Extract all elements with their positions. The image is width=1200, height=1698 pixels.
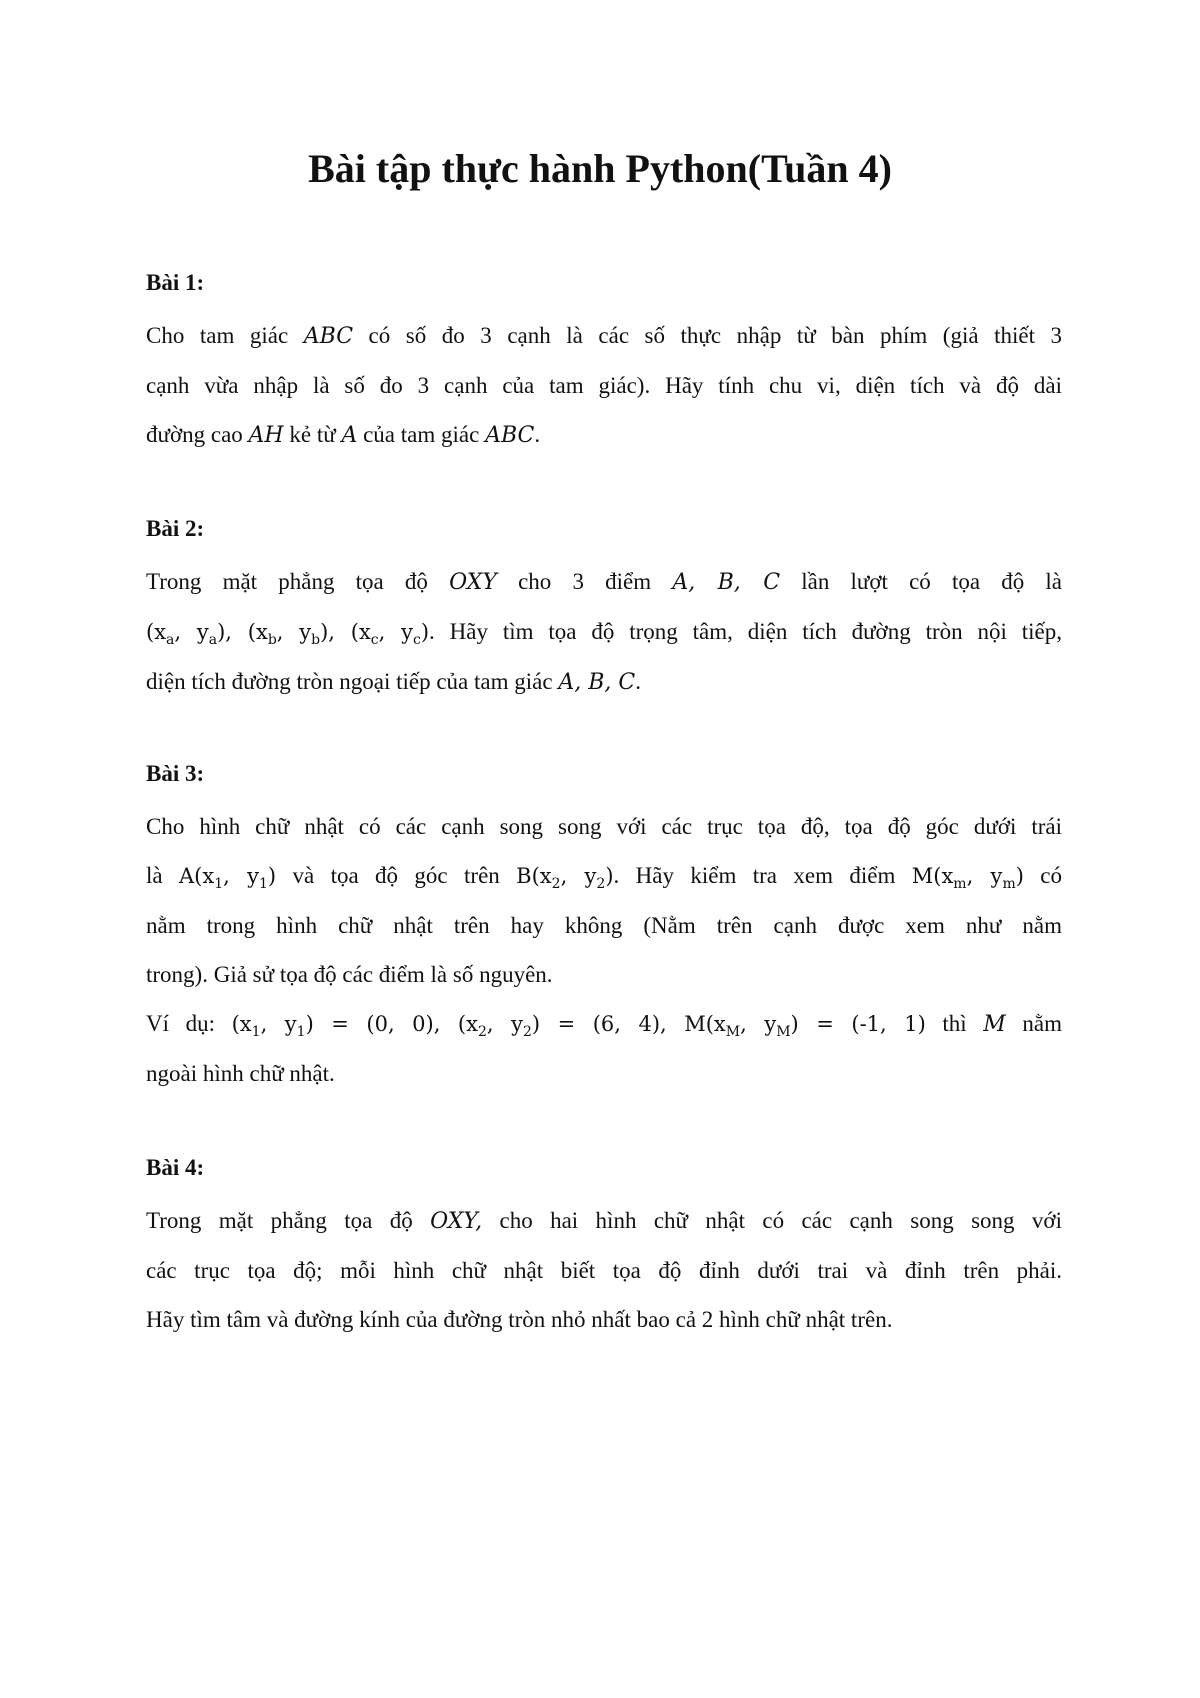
math-points: A, B, C (558, 670, 636, 695)
exercise-1 (146, 268, 1062, 460)
exercise-2-line-1: Trong mặt phẳng tọa độ OXY cho 3 điểm A, B, C lần lượt có tọa độ là (146, 569, 1063, 595)
math-abc: ABC (303, 324, 354, 349)
math-ah: AH (248, 423, 284, 448)
exercise-3-line-6: ngoài hình chữ nhật. (146, 1061, 335, 1086)
math-point-a: $A(x_1$, $y_1$) (178, 864, 277, 893)
exercise-2-line-3: diện tích đường tròn ngoại tiếp của tam giác A, B, C. (146, 669, 641, 695)
exercise-3-example-line: Ví dụ: ($x_1$, $y_1) = (0$, 0), ($x_2$, $y_2) = (6$, 4), $M(x_M$, $y_M) = (-1$, 1) thì M nằm (146, 1011, 1063, 1041)
math-points: A, B, C (672, 570, 781, 595)
math-a: A (341, 423, 358, 448)
exercise-3-line-3: nằm trong hình chữ nhật trên hay không (Nằm trên cạnh được xem như nằm (146, 913, 1062, 938)
exercise-4-line-3: Hãy tìm tâm và đường kính của đường tròn nhỏ nhất bao cả 2 hình chữ nhật trên. (146, 1307, 893, 1332)
exercise-2-line-2: ($x_a$, $y_a$), ($x_b$, $y_b$), ($x_c$, $y_c$). Hãy tìm tọa độ trọng tâm, diện tích đường tròn nội tiếp, (146, 619, 1062, 649)
math-point-m: $M(x_m$, $y_m$) (911, 864, 1024, 893)
math-m: M (983, 1012, 1006, 1037)
exercise-3-text (146, 802, 1062, 1098)
exercise-4-heading: Bài 4: (146, 1155, 205, 1180)
exercise-4-line-1: Trong mặt phẳng tọa độ OXY, cho hai hình chữ nhật có các cạnh song song với (146, 1208, 1062, 1234)
exercise-4-text (146, 1196, 1062, 1344)
exercise-3 (146, 759, 1062, 1098)
exercise-2-text (146, 557, 1062, 707)
math-oxy: OXY, (430, 1209, 483, 1234)
exercise-3-line-2: là $A(x_1$, $y_1$) và tọa độ góc trên $B(x_2$, $y_2$). Hãy kiểm tra xem điểm $M(x_m$, $y_m$) có (146, 863, 1063, 893)
exercise-1-line-3: đường cao AH kẻ từ A của tam giác ABC. (146, 422, 541, 448)
exercise-4-line-2: các trục tọa độ; mỗi hình chữ nhật biết tọa độ đỉnh dưới trai và đỉnh trên phải. (146, 1258, 1062, 1283)
exercise-3-line-1: Cho hình chữ nhật có các cạnh song song với các trục tọa độ, tọa độ góc dưới trái (146, 814, 1062, 839)
math-abc: ABC (485, 423, 535, 448)
exercise-1-line-1: Cho tam giác ABC có số đo 3 cạnh là các số thực nhập từ bàn phím (giả thiết 3 (146, 323, 1062, 349)
math-oxy: OXY (449, 570, 497, 595)
exercise-1-heading: Bài 1: (146, 270, 205, 295)
exercise-4 (146, 1153, 1062, 1344)
exercise-3-line-4: trong). Giả sử tọa độ các điểm là số nguyên. (146, 962, 553, 987)
exercise-2 (146, 514, 1062, 707)
math-point-b: $B(x_2$, $y_2$) (516, 864, 614, 893)
exercise-2-heading: Bài 2: (146, 516, 205, 541)
exercise-3-heading: Bài 3: (146, 761, 205, 786)
page-title: Bài tập thực hành Python(Tuần 4) (308, 146, 892, 191)
exercise-1-text (146, 311, 1062, 460)
math-coordinates: ($x_a$, $y_a$), ($x_b$, $y_b$), ($x_c$, $y_c$) (146, 620, 430, 649)
exercise-1-line-2: cạnh vừa nhập là số đo 3 cạnh của tam giác). Hãy tính chu vi, diện tích và độ dài (146, 373, 1062, 398)
math-example: ($x_1$, $y_1) = (0$, 0), ($x_2$, $y_2) = (6$, 4), $M(x_M$, $y_M) = (-1$, 1) (231, 1012, 926, 1041)
